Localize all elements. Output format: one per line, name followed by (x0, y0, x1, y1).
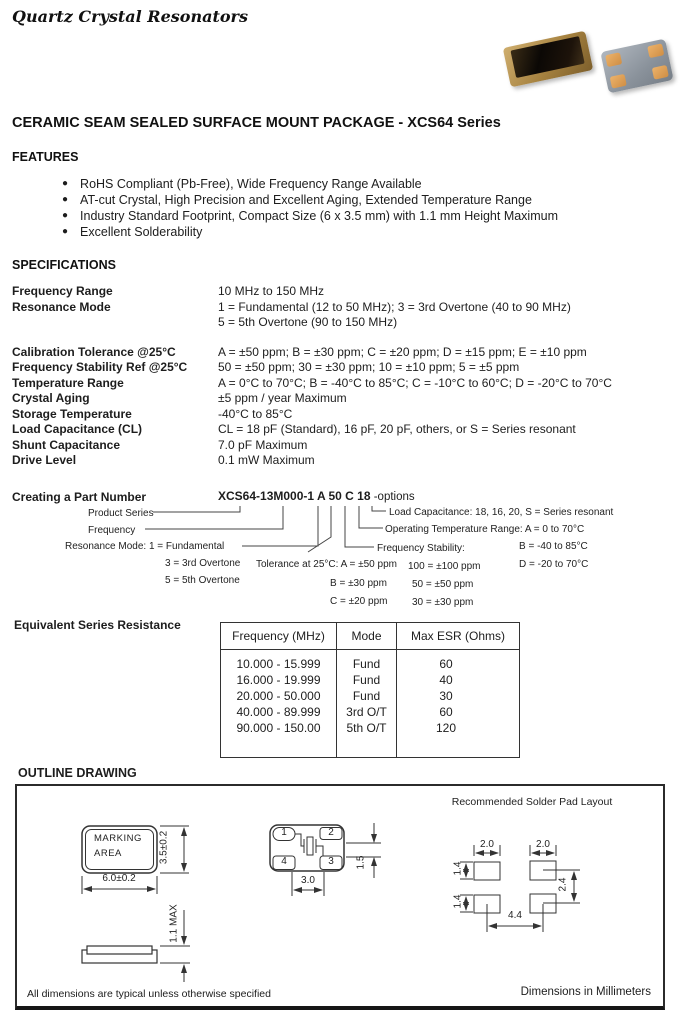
spec-row (12, 438, 674, 454)
features-list (62, 176, 558, 240)
esr-header-row (221, 623, 519, 650)
bullet-icon: ● (62, 226, 69, 237)
pn-label-tolerance-c: C = ±20 ppm (330, 596, 388, 607)
spec-value: -40°C to 85°C (218, 406, 293, 421)
feature-text: AT-cut Crystal, High Precision and Excellent Aging, Extended Temperature Range (80, 193, 532, 207)
esr-filler-row (221, 736, 519, 757)
spec-value: 50 = ±50 ppm; 30 = ±30 ppm; 10 = ±10 ppm; 5 = ±5 ppm (218, 360, 520, 374)
pad-3-label: 3 (328, 856, 334, 867)
esr-cell: 60 (439, 705, 453, 719)
table-row (221, 688, 519, 704)
esr-cell: 5th O/T (337, 720, 397, 736)
specifications-list (12, 284, 674, 469)
esr-cell: 60 (439, 657, 453, 671)
dimensions-note-left: All dimensions are typical unless otherwise specified (27, 988, 271, 1000)
brand-title: Quartz Crystal Resonators (12, 7, 248, 26)
esr-table (220, 622, 520, 758)
table-row (221, 672, 519, 688)
crystal-pad (652, 65, 669, 80)
feature-text: RoHS Compliant (Pb-Free), Wide Frequency Range Available (80, 177, 422, 191)
esr-cell: 30 (439, 689, 453, 703)
dimensions-note-right: Dimensions in Millimeters (520, 986, 651, 998)
dim-sp-vpitch-label: 2.4 (557, 877, 569, 892)
bullet-icon: ● (62, 194, 69, 205)
dim-thickness-label: 1.1 MAX (168, 904, 180, 943)
spec-row (12, 300, 674, 316)
part-number-suffix: -options (370, 491, 415, 503)
spec-row (12, 360, 674, 376)
esr-cell: 20.000 - 50.000 (221, 688, 337, 704)
bullet-icon: ● (62, 210, 69, 221)
feature-item (62, 176, 558, 192)
esr-cell: 3rd O/T (337, 704, 397, 720)
spec-label: Frequency Stability Ref @25°C (12, 360, 188, 374)
spec-value: 0.1 mW Maximum (218, 453, 315, 467)
pn-label-stability-100: 100 = ±100 ppm (408, 561, 481, 572)
marking-area-label: AREA (94, 848, 122, 859)
esr-cell: Fund (337, 656, 397, 672)
spec-label: Resonance Mode (12, 299, 111, 314)
pad-1-label: 1 (281, 827, 287, 838)
crystal-lid (510, 36, 584, 78)
spec-label: Crystal Aging (12, 391, 90, 405)
part-number-heading: Creating a Part Number (12, 490, 147, 504)
outline-heading: OUTLINE DRAWING (18, 766, 137, 780)
crystal-photo-bottom-view (600, 39, 673, 94)
esr-cell: 10.000 - 15.999 (221, 656, 337, 672)
crystal-photo-top-view (503, 31, 593, 88)
dim-sp-width-label: 2.0 (480, 839, 494, 850)
spec-label: Temperature Range (12, 375, 124, 390)
pn-label-resonance-mode: Resonance Mode: 1 = Fundamental (65, 541, 225, 552)
page-title: CERAMIC SEAM SEALED SURFACE MOUNT PACKAGE - XCS64 Series (12, 115, 501, 131)
marking-area-label: MARKING (94, 833, 142, 844)
esr-col-header: Mode (337, 623, 397, 650)
pn-label-frequency: Frequency (88, 525, 136, 536)
spec-row (12, 376, 674, 392)
spec-row (12, 391, 674, 407)
dim-pad-spacing-label: 3.0 (301, 875, 315, 886)
dim-sp-height-label: 1.4 (452, 894, 464, 909)
dim-height-label: 3.5±0.2 (158, 830, 170, 865)
dim-sp-hpitch-label: 4.4 (508, 910, 522, 921)
dim-sp-height-label: 1.4 (452, 861, 464, 876)
pn-label-tolerance: Tolerance at 25°C: A = ±50 ppm (256, 559, 397, 570)
part-number-value: XCS64-13M000-1 A 50 C 18 (218, 489, 371, 503)
feature-item (62, 192, 558, 208)
spec-label: Shunt Capacitance (12, 437, 121, 452)
spec-value: A = 0°C to 70°C; B = -40°C to 85°C; C = -10°C to 60°C; D = -20°C to 70°C (218, 375, 612, 390)
pn-label-temp-range: Operating Temperature Range: A = 0 to 70°C (385, 524, 585, 535)
pn-label-temp-range-d: D = -20 to 70°C (519, 559, 589, 570)
solder-pad-layout-title: Recommended Solder Pad Layout (451, 796, 613, 808)
esr-cell: 40 (439, 673, 453, 687)
spec-label: Drive Level (12, 453, 77, 467)
pn-label-temp-range-b: B = -40 to 85°C (519, 541, 588, 552)
table-row (221, 720, 519, 736)
pad-4-label: 4 (281, 856, 287, 867)
features-heading: FEATURES (12, 150, 79, 164)
feature-text: Industry Standard Footprint, Compact Size (6 x 3.5 mm) with 1.1 mm Height Maximum (80, 209, 558, 223)
esr-cell: 16.000 - 19.999 (221, 672, 337, 688)
spec-value: CL = 18 pF (Standard), 16 pF, 20 pF, others, or S = Series resonant (218, 422, 576, 436)
spec-value: 5 = 5th Overtone (90 to 150 MHz) (218, 315, 398, 329)
pn-label-resonance-3: 3 = 3rd Overtone (165, 558, 241, 569)
esr-col-header: Frequency (MHz) (221, 623, 337, 650)
spec-label (12, 315, 218, 331)
feature-text: Excellent Solderability (80, 225, 203, 239)
spec-value: A = ±50 ppm; B = ±30 ppm; C = ±20 ppm; D = ±15 ppm; E = ±10 ppm (218, 344, 587, 359)
table-row (221, 656, 519, 672)
table-row (221, 704, 519, 720)
pn-label-tolerance-b: B = ±30 ppm (330, 578, 387, 589)
spec-row (12, 422, 674, 438)
spec-value: 10 MHz to 150 MHz (218, 284, 325, 298)
spec-label: Frequency Range (12, 284, 113, 298)
bullet-icon: ● (62, 178, 69, 189)
dim-width-label: 6.0±0.2 (102, 873, 136, 884)
spec-row (12, 284, 674, 300)
pn-label-stability-50: 50 = ±50 ppm (412, 579, 474, 590)
feature-item (62, 208, 558, 224)
spec-label: Calibration Tolerance @25°C (12, 344, 176, 359)
pad-2-label: 2 (328, 827, 334, 838)
crystal-pad (610, 74, 627, 89)
pn-label-resonance-5: 5 = 5th Overtone (165, 575, 240, 586)
esr-cell: 40.000 - 89.999 (221, 704, 337, 720)
esr-cell: 90.000 - 150.00 (221, 720, 337, 736)
spec-row (12, 315, 674, 331)
spec-row (12, 407, 674, 423)
pn-label-stability: Frequency Stability: (377, 543, 465, 554)
spec-label: Storage Temperature (12, 406, 132, 421)
spec-row (12, 345, 674, 361)
pn-label-stability-30: 30 = ±30 ppm (412, 597, 474, 608)
dim-sp-width-label: 2.0 (536, 839, 550, 850)
crystal-pad (647, 43, 664, 58)
spec-label: Load Capacitance (CL) (12, 422, 143, 436)
pn-label-load-capacitance: Load Capacitance: 18, 16, 20, S = Series resonant (389, 507, 614, 518)
esr-cell: Fund (337, 688, 397, 704)
spec-value: 1 = Fundamental (12 to 50 MHz); 3 = 3rd Overtone (40 to 90 MHz) (218, 299, 571, 314)
crystal-pad (605, 52, 622, 67)
pn-label-product-series: Product Series (88, 508, 154, 519)
specifications-heading: SPECIFICATIONS (12, 258, 116, 272)
spec-row (12, 453, 674, 469)
esr-cell: 120 (435, 721, 457, 735)
esr-col-header: Max ESR (Ohms) (397, 623, 519, 650)
spec-value: 7.0 pF Maximum (218, 437, 308, 452)
dim-pad-height-label: 1.5 (355, 855, 367, 870)
esr-cell: Fund (337, 672, 397, 688)
outline-drawing-box (15, 784, 665, 1010)
feature-item (62, 224, 558, 240)
spec-value: ±5 ppm / year Maximum (218, 391, 347, 405)
esr-heading: Equivalent Series Resistance (14, 618, 181, 632)
